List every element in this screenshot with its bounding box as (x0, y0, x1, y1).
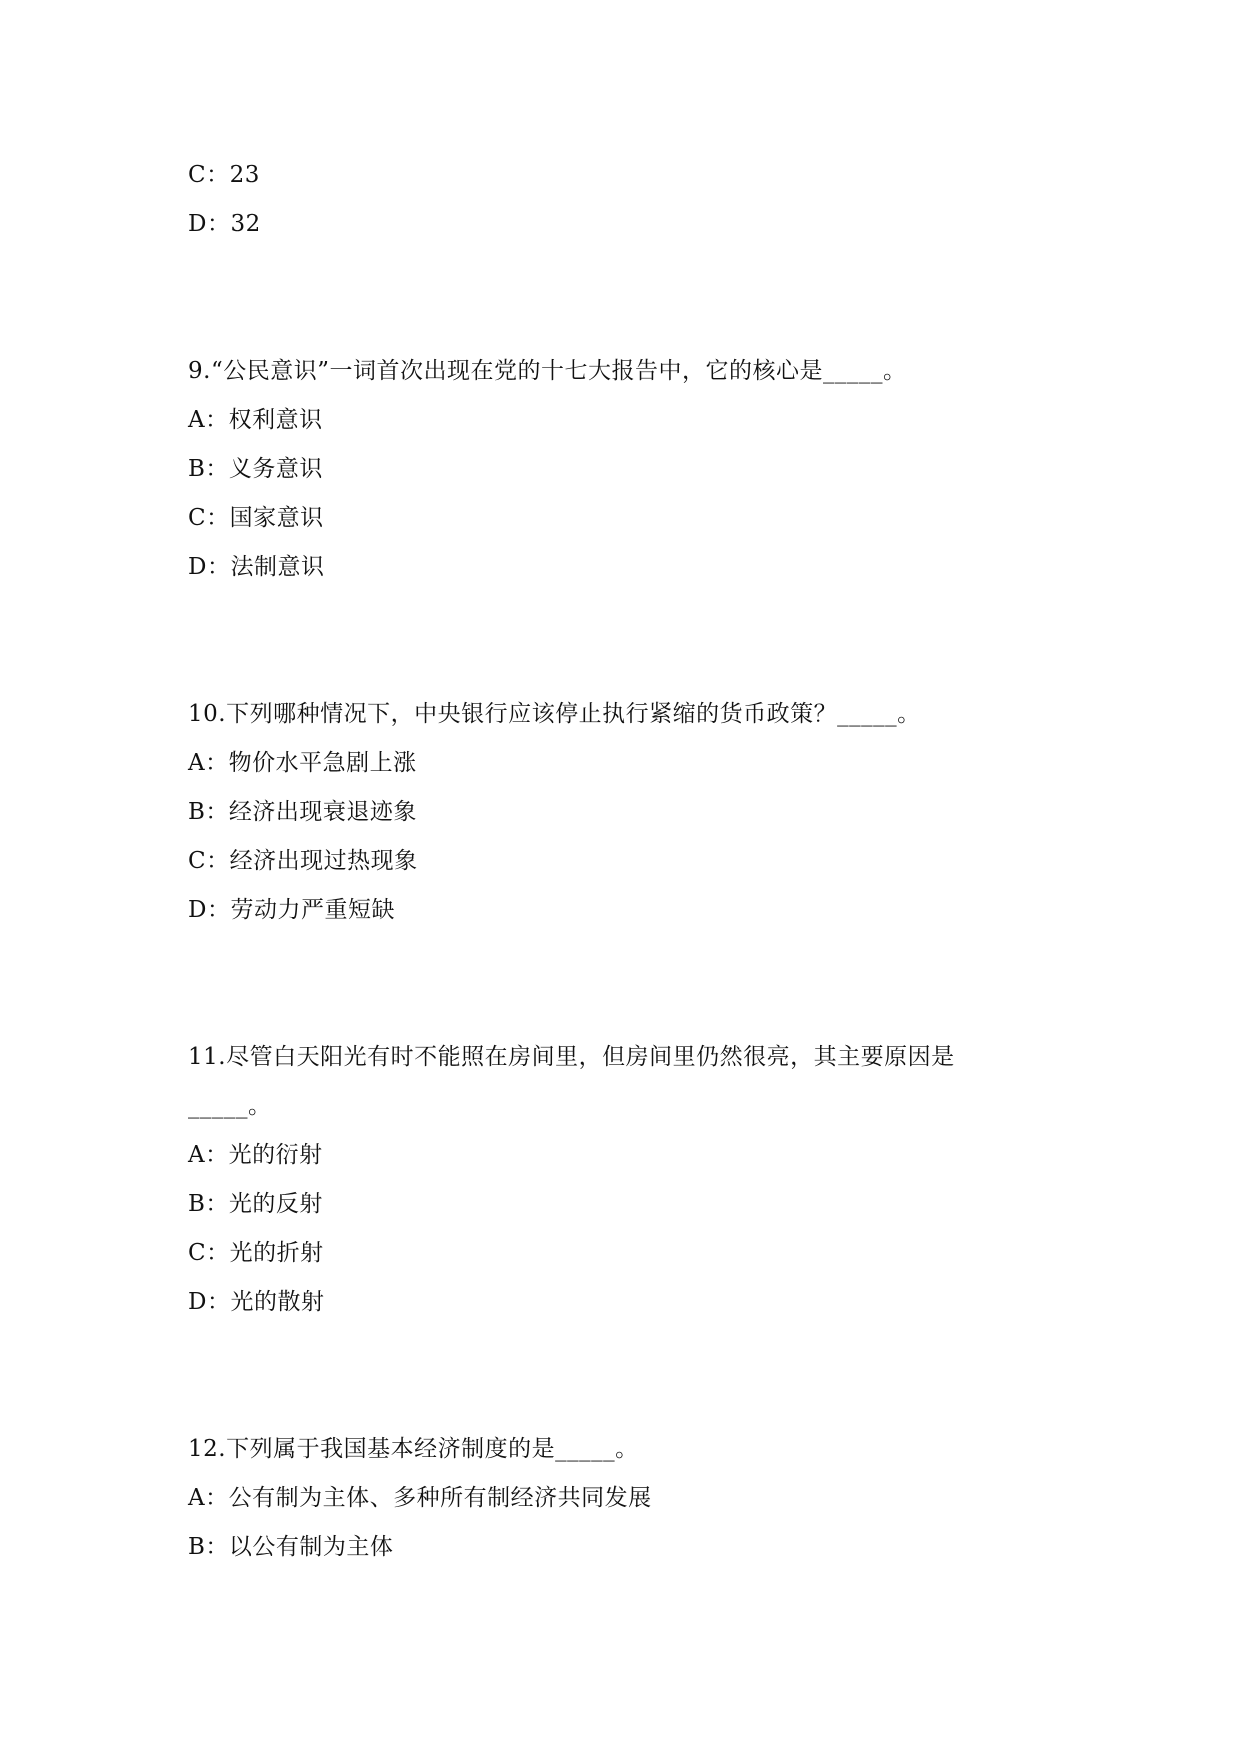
q10-option-d: D：劳动力严重短缺 (188, 897, 395, 923)
q10-option-b: B：经济出现衰退迹象 (188, 799, 417, 825)
q11-option-b: B：光的反射 (188, 1191, 323, 1217)
q10-question: 10.下列哪种情况下，中央银行应该停止执行紧缩的货币政策？_____。 (188, 701, 921, 727)
q9-option-a: A：权利意识 (188, 407, 323, 433)
q10-option-c: C：经济出现过热现象 (188, 848, 418, 874)
q11-option-a: A：光的衍射 (188, 1142, 323, 1168)
q11-question-line2: _____。 (188, 1093, 272, 1119)
q12-option-a: A：公有制为主体、多种所有制经济共同发展 (188, 1485, 652, 1511)
q9-question: 9.“公民意识”一词首次出现在党的十七大报告中，它的核心是_____。 (188, 358, 907, 384)
q11-question-line1: 11.尽管白天阳光有时不能照在房间里，但房间里仍然很亮，其主要原因是 (188, 1044, 955, 1070)
q10-option-a: A：物价水平急剧上涨 (188, 750, 417, 776)
q12-option-b: B：以公有制为主体 (188, 1534, 394, 1560)
q8-option-d: D：32 (188, 211, 261, 237)
q8-option-c: C：23 (188, 162, 260, 188)
q9-option-b: B：义务意识 (188, 456, 323, 482)
q9-option-d: D：法制意识 (188, 554, 325, 580)
q9-option-c: C：国家意识 (188, 505, 324, 531)
q11-option-d: D：光的散射 (188, 1289, 325, 1315)
q11-option-c: C：光的折射 (188, 1240, 324, 1266)
q12-question: 12.下列属于我国基本经济制度的是_____。 (188, 1436, 639, 1462)
